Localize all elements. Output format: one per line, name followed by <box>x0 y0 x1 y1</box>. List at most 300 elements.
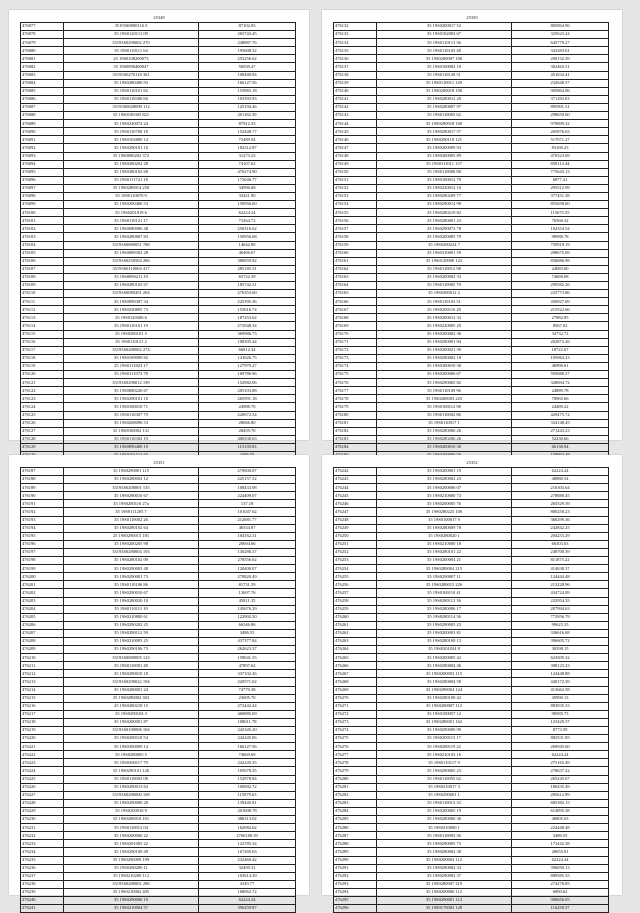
table-row <box>21 290 296 298</box>
row-index-cell: 476127 <box>21 427 64 435</box>
value-cell: 52230.66 <box>512 435 609 443</box>
table-row <box>21 160 296 168</box>
row-index-cell: 476128 <box>21 435 64 443</box>
cadastral-number-cell: 35 19S0310001 59 <box>377 249 512 257</box>
data-table <box>20 22 296 468</box>
table-row <box>21 298 296 306</box>
row-index-cell: 476230 <box>21 816 64 824</box>
row-index-cell: 476198 <box>21 557 64 565</box>
row-index-cell: 476216 <box>21 702 64 710</box>
value-cell: 28066.80 <box>199 419 296 427</box>
row-index-cell: 476192 <box>21 508 64 516</box>
value-cell: 905864.96 <box>512 87 609 95</box>
row-index-cell: 476088 <box>21 112 64 120</box>
table-row <box>21 621 296 629</box>
cadastral-number-cell: 35 19S0200012 33 <box>377 314 512 322</box>
cadastral-number-cell: 35 19S0290005 73 <box>377 840 512 848</box>
table-row <box>334 589 609 597</box>
table-row <box>334 128 609 136</box>
table-row <box>21 112 296 120</box>
row-index-cell: 476284 <box>334 807 377 815</box>
table-row <box>334 435 609 443</box>
value-cell: 398123.23 <box>512 662 609 670</box>
table-row <box>334 718 609 726</box>
row-index-cell: 476252 <box>334 548 377 556</box>
table-row <box>334 613 609 621</box>
row-index-cell: 476288 <box>334 840 377 848</box>
row-index-cell: 476278 <box>334 759 377 767</box>
table-row <box>21 427 296 435</box>
table-row <box>21 702 296 710</box>
cadastral-number-cell: 35 19S0110117 9 <box>377 759 512 767</box>
cadastral-number-cell: 35 19S0290001 115 <box>64 468 199 476</box>
row-index-cell: 476126 <box>21 419 64 427</box>
cadastral-number-cell: 35 19S0300009 14 <box>64 743 199 751</box>
cadastral-number-cell: 35 19S0089302 28 <box>64 249 199 257</box>
cadastral-number-cell: 35 19S0290010 18 <box>64 670 199 678</box>
value-cell: 116258.37 <box>512 905 609 913</box>
value-cell: 66138.94 <box>512 443 609 451</box>
row-index-cell: 476153 <box>334 192 377 200</box>
value-cell: 8567.02 <box>512 322 609 330</box>
value-cell: 772956.79 <box>512 613 609 621</box>
row-index-cell: 476209 <box>21 646 64 654</box>
cadastral-number-cell: 35 19S0200205 98 <box>64 540 199 548</box>
value-cell: 74779.38 <box>199 686 296 694</box>
cadastral-number-cell: 35 19S0200224 7 <box>377 241 512 249</box>
data-table <box>333 467 609 913</box>
row-index-cell: 476170 <box>334 330 377 338</box>
table-row <box>21 662 296 670</box>
cadastral-number-cell: 35 19S0290018 100 <box>377 120 512 128</box>
row-index-cell: 476125 <box>21 411 64 419</box>
row-index-cell: 476255 <box>334 573 377 581</box>
value-cell: 73489.94 <box>199 136 296 144</box>
cadastral-number-cell: 35 19S0200085 79 <box>377 233 512 241</box>
row-index-cell: 476211 <box>21 662 64 670</box>
row-index-cell: 476149 <box>334 160 377 168</box>
cadastral-number-cell: 35 19S0280002 12 <box>64 476 199 484</box>
row-index-cell: 476283 <box>334 799 377 807</box>
table-row <box>334 500 609 508</box>
value-cell: 265876.63 <box>512 128 609 136</box>
row-index-cell: 476172 <box>334 346 377 354</box>
row-index-cell: 476102 <box>21 225 64 233</box>
cadastral-number-cell: 35 19S0200110 29 <box>377 306 512 314</box>
table-row <box>334 411 609 419</box>
value-cell: 81731.59 <box>199 581 296 589</box>
table-row <box>21 548 296 556</box>
table-row <box>21 192 296 200</box>
cadastral-number-cell: 35 19S0280004 215 <box>377 565 512 573</box>
cadastral-number-cell: 35 19S0120306 6 <box>64 314 199 322</box>
row-index-cell: 476176 <box>334 379 377 387</box>
cadastral-number-cell: 35 19S0300117 79 <box>64 759 199 767</box>
table-row <box>21 896 296 904</box>
value-cell: 216303.64 <box>512 484 609 492</box>
value-cell: 343383.61 <box>512 47 609 55</box>
cadastral-number-cell: 35 19S0200006 67 <box>377 371 512 379</box>
row-index-cell: 476271 <box>334 702 377 710</box>
table-row <box>334 144 609 152</box>
cadastral-number-cell: 35 19S0280002 23 <box>377 476 512 484</box>
table-row <box>334 783 609 791</box>
row-index-cell: 476175 <box>334 371 377 379</box>
value-cell: 855658.60 <box>512 201 609 209</box>
document-page <box>9 455 309 911</box>
row-index-cell: 476239 <box>21 888 64 896</box>
row-index-cell: 476280 <box>334 775 377 783</box>
value-cell: 274278.85 <box>512 880 609 888</box>
cadastral-number-cell: 35193S0028090 112 <box>64 103 199 111</box>
cadastral-number-cell: 35 19S0102800 14 <box>64 136 199 144</box>
cadastral-number-cell: 35 19S0110109 96 <box>377 387 512 395</box>
value-cell: 105678.35 <box>199 767 296 775</box>
value-cell: 272948.34 <box>199 322 296 330</box>
row-index-cell: 476243 <box>334 476 377 484</box>
table-row <box>21 629 296 637</box>
row-index-cell: 476174 <box>334 362 377 370</box>
row-index-cell: 476247 <box>334 508 377 516</box>
cadastral-number-cell: 35 19S0110013 33 <box>377 799 512 807</box>
row-index-cell: 476254 <box>334 565 377 573</box>
value-cell: 108480.84 <box>199 71 296 79</box>
cadastral-number-cell: 35 19S0280001 23 <box>377 217 512 225</box>
table-row <box>21 637 296 645</box>
row-index-cell: 476287 <box>334 832 377 840</box>
cadastral-number-cell: 35 19S0280101 5 <box>64 330 199 338</box>
value-cell: 87102.83 <box>199 23 296 31</box>
table-row <box>334 840 609 848</box>
cadastral-number-cell: 35193S0200001 135 <box>64 484 199 492</box>
value-cell: 65722.39 <box>199 273 296 281</box>
row-index-cell: 476132 <box>334 23 377 31</box>
value-cell: 413662.58 <box>512 686 609 694</box>
table-row <box>21 95 296 103</box>
row-index-cell: 476265 <box>334 654 377 662</box>
value-cell: 105964.23 <box>512 354 609 362</box>
table-row <box>21 63 296 71</box>
row-index-cell: 476104 <box>21 241 64 249</box>
value-cell: 124448.88 <box>512 670 609 678</box>
table-row <box>334 905 609 913</box>
row-index-cell: 476201 <box>21 581 64 589</box>
value-cell: 48880.54 <box>512 476 609 484</box>
cadastral-number-cell: 35 19S0290101 10 <box>64 395 199 403</box>
table-row <box>21 735 296 743</box>
row-index-cell: 476098 <box>21 192 64 200</box>
row-index-cell: 476152 <box>334 184 377 192</box>
table-row <box>334 864 609 872</box>
cadastral-number-cell: 35 19S0100110 41 <box>377 589 512 597</box>
value-cell: 122902.50 <box>199 613 296 621</box>
value-cell: 248887.76 <box>199 39 296 47</box>
table-row <box>21 557 296 565</box>
table-row <box>21 751 296 759</box>
table-row <box>334 670 609 678</box>
page-number: 25351 <box>153 460 165 465</box>
cadastral-number-cell: 35 19S0110001 48 <box>64 662 199 670</box>
value-cell: 166127.56 <box>199 743 296 751</box>
value-cell: 396259.87 <box>199 905 296 913</box>
cadastral-number-cell: 35 19S0210003 25 <box>64 637 199 645</box>
table-row <box>21 411 296 419</box>
table-row <box>334 290 609 298</box>
cadastral-number-cell: 35 19S0280101 22 <box>377 548 512 556</box>
value-cell: 380059.82 <box>199 257 296 265</box>
value-cell: 115979.63 <box>199 791 296 799</box>
cadastral-number-cell: 35 19S0280020 1 <box>377 532 512 540</box>
cadastral-number-cell: 35 19S0100112 98 <box>377 403 512 411</box>
value-cell: 883935.33 <box>512 702 609 710</box>
table-row <box>21 573 296 581</box>
value-cell: 139445.81 <box>199 799 296 807</box>
table-row <box>21 807 296 815</box>
row-index-cell: 476183 <box>334 435 377 443</box>
table-row <box>21 152 296 160</box>
value-cell: 24889.78 <box>512 387 609 395</box>
value-cell: 429475.72 <box>512 411 609 419</box>
row-index-cell: 476232 <box>21 832 64 840</box>
table-row <box>21 346 296 354</box>
cadastral-number-cell: 35193S0080201 204 <box>64 290 199 298</box>
value-cell: 74669.08 <box>512 273 609 281</box>
cadastral-number-cell: 35 19S0280202 28 <box>64 160 199 168</box>
value-cell: 153965.18 <box>199 87 296 95</box>
value-cell: 152982.06 <box>199 379 296 387</box>
table-row <box>21 306 296 314</box>
table-row <box>21 565 296 573</box>
table-row <box>334 686 609 694</box>
table-row <box>21 508 296 516</box>
table-row <box>334 387 609 395</box>
row-index-cell: 476261 <box>334 621 377 629</box>
cadastral-number-cell: 35 19S0280006 36 <box>377 816 512 824</box>
row-index-cell: 476161 <box>334 257 377 265</box>
cadastral-number-cell: 35 19S0110055 62 <box>377 775 512 783</box>
value-cell: 328694.72 <box>512 379 609 387</box>
cadastral-number-cell: 35 19S0200002 112 <box>377 856 512 864</box>
table-row <box>334 524 609 532</box>
value-cell: 213228.96 <box>512 581 609 589</box>
value-cell: 276353.60 <box>199 290 296 298</box>
cadastral-number-cell: 35 19S0110103 48 <box>377 47 512 55</box>
table-row <box>334 71 609 79</box>
value-cell: 173442.38 <box>512 840 609 848</box>
table-row <box>334 87 609 95</box>
table-row <box>334 540 609 548</box>
table-row <box>334 621 609 629</box>
table-row <box>21 799 296 807</box>
value-cell: 396605.72 <box>512 637 609 645</box>
table-row <box>334 767 609 775</box>
value-cell: 137.18 <box>199 500 296 508</box>
value-cell: 182312.87 <box>199 144 296 152</box>
table-row <box>21 71 296 79</box>
row-index-cell: 476214 <box>21 686 64 694</box>
cadastral-number-cell: 35 19S0111011 137 <box>377 160 512 168</box>
cadastral-number-cell: 35 19S0280005 5 <box>64 751 199 759</box>
row-index-cell: 476129 <box>21 443 64 451</box>
value-cell: 46406.67 <box>199 249 296 257</box>
row-index-cell: 476117 <box>21 346 64 354</box>
cadastral-number-cell: 35 19S0120111 09 <box>64 31 199 39</box>
value-cell: 66812.34 <box>199 346 296 354</box>
row-index-cell: 476191 <box>21 500 64 508</box>
cadastral-number-cell: 35 19S0290005 82 <box>377 379 512 387</box>
cadastral-number-cell: 35 19S0201024 8 <box>377 646 512 654</box>
cadastral-number-cell: 35 19S0280014 250 <box>64 184 199 192</box>
table-row <box>334 799 609 807</box>
table-row <box>334 775 609 783</box>
row-index-cell: 476087 <box>21 103 64 111</box>
table-row <box>334 597 609 605</box>
table-row <box>21 314 296 322</box>
cadastral-number-cell: 35 19S0290004 124 <box>377 686 512 694</box>
cadastral-number-cell: 35 19S0280219 82 <box>377 209 512 217</box>
value-cell: 115139.83 <box>199 443 296 451</box>
cadastral-number-cell: 35193S0080051 788 <box>64 241 199 249</box>
value-cell: 232648.57 <box>512 79 609 87</box>
cadastral-number-cell: 35 19S0230805 73 <box>64 306 199 314</box>
table-row <box>21 128 296 136</box>
table-row <box>334 856 609 864</box>
cadastral-number-cell: 35 19S0290010 67 <box>64 589 199 597</box>
value-cell: 889585.35 <box>512 872 609 880</box>
row-index-cell: 476228 <box>21 799 64 807</box>
row-index-cell: 476248 <box>334 516 377 524</box>
value-cell: 456927.69 <box>512 298 609 306</box>
table-row <box>21 225 296 233</box>
table-row <box>21 888 296 896</box>
table-row <box>334 727 609 735</box>
cadastral-number-cell: 35 19S0200006 22 <box>64 832 199 840</box>
row-index-cell: 476155 <box>334 209 377 217</box>
cadastral-number-cell: 35 19S0210002 405 <box>64 888 199 896</box>
table-row <box>334 47 609 55</box>
table-row <box>334 322 609 330</box>
cadastral-number-cell: 35 19S0110012 04 <box>64 824 199 832</box>
table-row <box>21 354 296 362</box>
cadastral-number-cell: 35 19S0240072 24 <box>64 120 199 128</box>
cadastral-number-cell: 35 19S0090211 19 <box>64 273 199 281</box>
row-index-cell: 476106 <box>21 257 64 265</box>
table-row <box>21 646 296 654</box>
cadastral-number-cell: 35193S0080005 123 <box>64 654 199 662</box>
value-cell: 6877.41 <box>512 176 609 184</box>
row-index-cell: 476141 <box>334 95 377 103</box>
table-row <box>334 403 609 411</box>
cadastral-number-cell: 35 19S0200003 225 <box>377 395 512 403</box>
row-index-cell: 476100 <box>21 209 64 217</box>
row-index-cell: 476157 <box>334 225 377 233</box>
row-index-cell: 476292 <box>334 872 377 880</box>
row-index-cell: 476206 <box>21 621 64 629</box>
row-index-cell: 476173 <box>334 354 377 362</box>
table-row <box>21 678 296 686</box>
row-index-cell: 476114 <box>21 322 64 330</box>
table-row <box>334 265 609 273</box>
cadastral-number-cell: 35 19S0100010 71 <box>64 403 199 411</box>
cadastral-number-cell: 35 19S0280006 26 <box>377 427 512 435</box>
cadastral-number-cell: 35 19S0290000 20 <box>64 799 199 807</box>
table-row <box>334 565 609 573</box>
cadastral-number-cell: 35 19S0290001 114 <box>377 896 512 904</box>
table-row <box>334 419 609 427</box>
row-index-cell: 476235 <box>21 856 64 864</box>
table-row <box>334 702 609 710</box>
row-index-cell: 476204 <box>21 605 64 613</box>
table-row <box>21 144 296 152</box>
cadastral-number-cell: 35 19S0200406 53 <box>64 201 199 209</box>
cadastral-number-cell: 35 19S0110005 62 <box>377 112 512 120</box>
value-cell: 145676.29 <box>199 605 296 613</box>
cadastral-number-cell: 35 19S0090400047 <box>64 63 199 71</box>
value-cell: 614895.38 <box>512 807 609 815</box>
table-row <box>334 888 609 896</box>
cadastral-number-cell: 35 19S0110700 18 <box>64 128 199 136</box>
value-cell: 285185.31 <box>199 265 296 273</box>
value-cell: 295512.99 <box>512 184 609 192</box>
table-row <box>334 694 609 702</box>
cadastral-number-cell: 35 19S0200002 33 <box>377 273 512 281</box>
table-row <box>21 848 296 856</box>
value-cell: 123429.37 <box>512 718 609 726</box>
table-row <box>21 718 296 726</box>
value-cell: 775643.13 <box>512 168 609 176</box>
value-cell: 517071.27 <box>512 136 609 144</box>
row-index-cell: 476249 <box>334 524 377 532</box>
value-cell: 278880.45 <box>512 492 609 500</box>
cadastral-number-cell: 35 19S0280002 303 <box>64 694 199 702</box>
row-index-cell: 476251 <box>334 540 377 548</box>
table-row <box>334 759 609 767</box>
page-number: 25352 <box>466 460 478 465</box>
table-row <box>21 824 296 832</box>
table-row <box>21 403 296 411</box>
value-cell: 470323.69 <box>512 152 609 160</box>
cadastral-number-cell: 35 19S0200018 100 <box>377 87 512 95</box>
cadastral-number-cell: 35 19S0110121 17 <box>64 217 199 225</box>
cadastral-number-cell: 35195S0270118 361 <box>64 71 199 79</box>
cadastral-number-cell: 35193S0280004 193 <box>64 548 199 556</box>
table-row <box>334 484 609 492</box>
value-cell: 242345.20 <box>199 727 296 735</box>
value-cell: 108433.98 <box>199 484 296 492</box>
value-cell: 3486.55 <box>199 629 296 637</box>
table-row <box>21 710 296 718</box>
value-cell: 33421.90 <box>199 192 296 200</box>
cadastral-number-cell: 35 19S0280200 11 <box>64 864 199 872</box>
cadastral-number-cell: 35 19S0110120 51 <box>377 71 512 79</box>
cadastral-number-cell: 35 19S0110012 98 <box>377 265 512 273</box>
value-cell: 187253.62 <box>199 314 296 322</box>
table-row <box>334 257 609 265</box>
table-row <box>21 176 296 184</box>
table-row <box>21 395 296 403</box>
table-row <box>334 298 609 306</box>
value-cell: 269945.60 <box>512 743 609 751</box>
cadastral-number-cell: 35 19S0110011 149 <box>377 79 512 87</box>
value-cell: 377451.38 <box>512 192 609 200</box>
value-cell: 224448.48 <box>512 824 609 832</box>
value-cell: 162082.62 <box>199 824 296 832</box>
cadastral-number-cell: 35 19S0102003 67 <box>377 31 512 39</box>
row-index-cell: 476224 <box>21 767 64 775</box>
table-row <box>334 872 609 880</box>
cadastral-number-cell: 35 19S0290001 1 <box>377 791 512 799</box>
table-row <box>334 346 609 354</box>
